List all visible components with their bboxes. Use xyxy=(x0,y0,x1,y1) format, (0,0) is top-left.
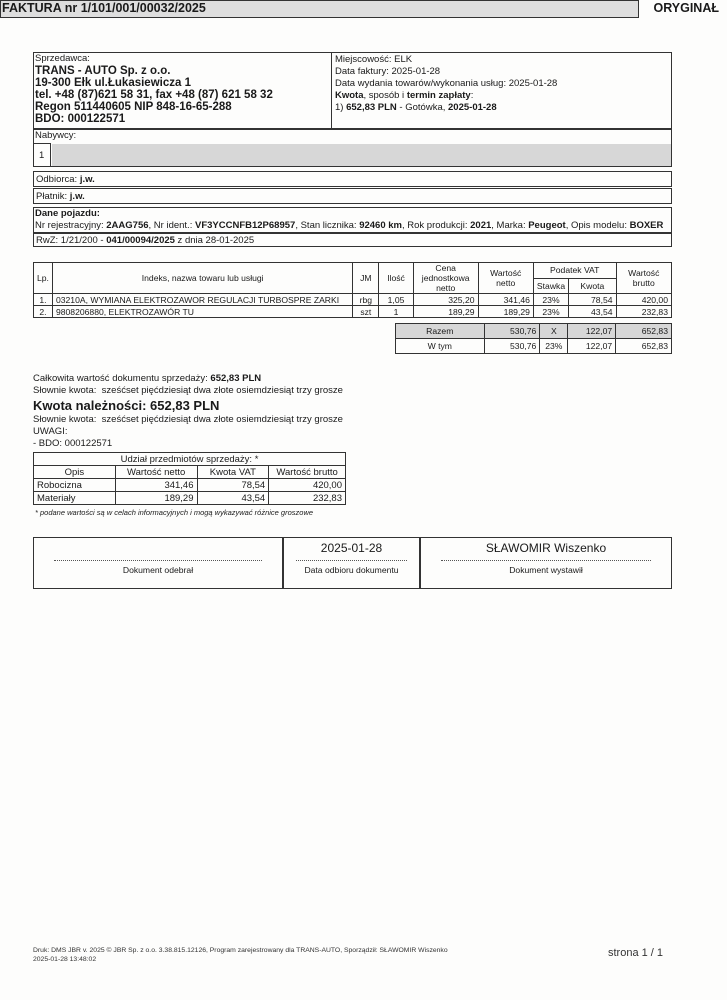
date-caption: Data odbioru dokumentu xyxy=(304,565,399,575)
seller-section xyxy=(35,53,273,125)
table-row: 1. 03210A, WYMIANA ELEKTROZAWOR REGULACJI TURBOSPRE ZARKI rbg 1,05 325,20 341,46 23% 78,54 420,00 xyxy=(34,294,672,306)
vehicle-details: Nr rejestracyjny: 2AAG756, Nr ident.: VF3YCCNFB12P68957, Stan licznika: 92460 km, Rok produkcji: 2021, Marka: Peugeot, Opis modelu: BOXER xyxy=(35,220,664,231)
remarks-label: UWAGI: xyxy=(33,426,68,437)
vehicle-section xyxy=(35,208,663,232)
payer-value: j.w. xyxy=(69,191,85,202)
words-line-1: Słownie kwota: sześćset pięćdziesiąt dwa złote osiemdziesiąt trzy grosze xyxy=(33,385,343,396)
payer-label: Płatnik: xyxy=(36,191,70,202)
buyer-label: Nabywcy: xyxy=(35,130,77,141)
vehicle-label: Dane pojazdu: xyxy=(35,208,100,219)
payer-row xyxy=(33,188,672,204)
col-net: Wartość netto xyxy=(478,263,533,294)
date-value: 2025-01-28 xyxy=(320,541,383,555)
rwz-text: RwZ: 1/21/200 - 041/00094/2025 z dnia 28-01-2025 xyxy=(36,235,255,246)
share-title: Udział przedmiotów sprzedaży: * xyxy=(34,453,346,466)
col-amount: Kwota xyxy=(569,278,616,294)
due-line: Kwota należności: 652,83 PLN xyxy=(33,398,220,413)
recipient-label: Odbiorca: xyxy=(36,174,80,185)
payment-line: 1) 652,83 PLN - Gotówka, 2025-01-28 xyxy=(335,102,497,113)
footer-line-2: 2025-01-28 13:48:02 xyxy=(33,956,97,963)
payment-label: Kwota, sposób i termin zapłaty: xyxy=(335,90,474,101)
seller-phone: tel. +48 (87)621 58 31, fax +48 (87) 621 58 32 xyxy=(35,89,273,101)
items-table xyxy=(33,262,672,318)
seller-regon: Regon 511440605 NIP 848-16-65-288 xyxy=(35,101,232,113)
seller-address: 19-300 Ełk ul.Łukasiewicza 1 xyxy=(35,77,191,89)
invoice-title: FAKTURA nr 1/101/001/00032/2025 xyxy=(2,1,206,15)
issue-date: Data wydania towarów/wykonania usług: 2025-01-28 xyxy=(335,78,558,89)
received-dots xyxy=(54,560,262,561)
seller-bdo: BDO: 000122571 xyxy=(35,113,126,125)
share-table xyxy=(33,452,346,505)
share-note: * podane wartości są w celach informacyjnych i mogą wykazywać różnice groszowe xyxy=(35,508,314,517)
col-desc: Indeks, nazwa towaru lub usługi xyxy=(52,263,352,294)
table-row: Materiały 189,29 43,54 232,83 xyxy=(34,492,346,505)
issued-value: SŁAWOMIR Wiszenko xyxy=(485,541,607,555)
col-vat: Podatek VAT xyxy=(533,263,616,279)
invoice-header xyxy=(0,0,719,18)
col-price: Cena jednostkowa netto xyxy=(413,263,478,294)
remarks-text: - BDO: 000122571 xyxy=(33,438,113,449)
invoice-meta xyxy=(335,54,557,114)
buyer-number: 1 xyxy=(39,150,45,161)
date-dots xyxy=(296,560,407,561)
footer-line-1: Druk: DMS JBR v. 2025 © JBR Sp. z o.o. 3.38.815.12126, Program zarejestrowany dla TRANS-AUTO, Sporządził: SŁAWOMIR Wiszenko xyxy=(33,947,448,954)
col-rate: Stawka xyxy=(533,278,568,294)
col-jm: JM xyxy=(353,263,379,294)
total-line: Całkowita wartość dokumentu sprzedaży: 652,83 PLN xyxy=(33,373,262,384)
received-caption: Dokument odebrał xyxy=(122,565,194,575)
signature-date xyxy=(283,537,420,589)
buyer-content xyxy=(52,144,671,166)
share-col-gross: Wartość brutto xyxy=(269,466,346,479)
issued-dots xyxy=(441,560,651,561)
totals-table xyxy=(395,323,672,354)
share-col-net: Wartość netto xyxy=(115,466,197,479)
original-label: ORYGINAŁ xyxy=(653,1,719,15)
footer-print-info xyxy=(33,946,448,964)
col-qty: Ilość xyxy=(379,263,414,294)
invoice-date: Data faktury: 2025-01-28 xyxy=(335,66,441,77)
col-lp: Lp. xyxy=(34,263,53,294)
table-row: 2. 9808206880, ELEKTROZAWÓR TU szt 1 189,29 189,29 23% 43,54 232,83 xyxy=(34,306,672,318)
share-col-vat: Kwota VAT xyxy=(197,466,269,479)
table-row: Robocizna 341,46 78,54 420,00 xyxy=(34,479,346,492)
signature-received xyxy=(33,537,283,589)
seller-name: TRANS - AUTO Sp. z o.o. xyxy=(35,65,171,77)
recipient-value: j.w. xyxy=(79,174,95,185)
including-row: W tym 530,76 23% 122,07 652,83 xyxy=(396,339,672,354)
signature-issued xyxy=(420,537,672,589)
totals-row: Razem 530,76 X 122,07 652,83 xyxy=(396,324,672,339)
rwz-row xyxy=(33,233,672,247)
place: Miejscowość: ELK xyxy=(335,54,413,65)
recipient-row xyxy=(33,171,672,187)
share-col-opis: Opis xyxy=(34,466,116,479)
issued-caption: Dokument wystawił xyxy=(509,565,583,575)
summary-section xyxy=(33,373,343,450)
words-line-2: Słownie kwota: sześćset pięćdziesiąt dwa złote osiemdziesiąt trzy grosze xyxy=(33,414,343,425)
seller-label: Sprzedawca: xyxy=(35,53,90,64)
col-gross: Wartość brutto xyxy=(616,263,671,294)
page-number: strona 1 / 1 xyxy=(608,947,664,959)
seller-divider xyxy=(331,52,332,129)
